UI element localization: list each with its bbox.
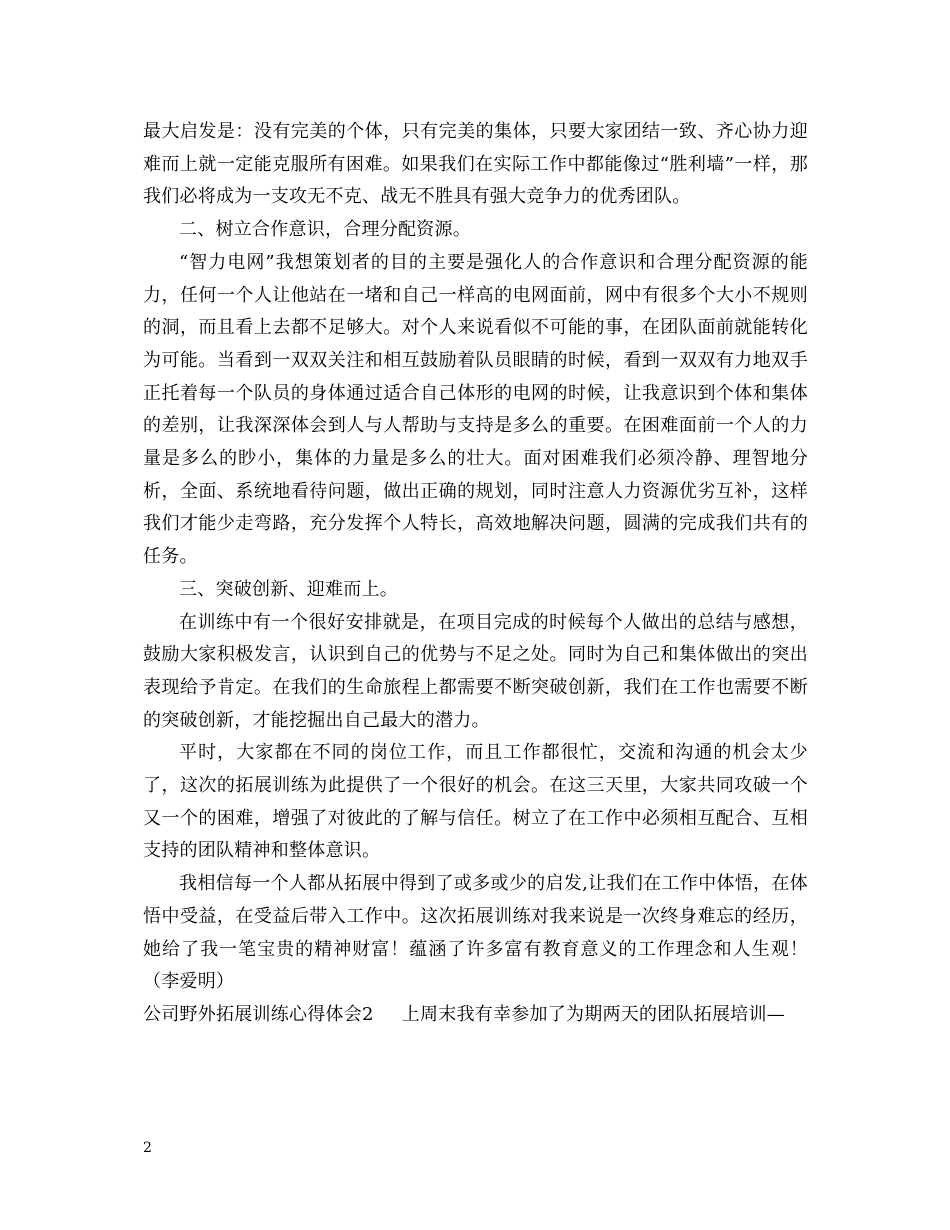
paragraph-conclusion: 最大启发是：没有完美的个体，只有完美的集体，只要大家团结一致、齐心协力迎难而上就一定能克服所有困难。如果我们在实际工作中都能像过“胜利墙”一样，那我们必将成为一支攻无不克、战无不胜具有强大竞争力的优秀团队。 — [143, 121, 808, 208]
next-article-intro: 上周末我有幸参加了为期两天的团队拓展培训— — [401, 1003, 785, 1025]
section-heading-innovation: 三、突破创新、迎难而上。 — [179, 578, 398, 600]
document-body — [143, 116, 808, 1032]
section-heading-cooperation: 二、树立合作意识，合理分配资源。 — [179, 219, 471, 241]
next-article-title: 公司野外拓展训练心得体会2 — [143, 1003, 374, 1025]
paragraph-reflection: 我相信每一个人都从拓展中得到了或多或少的启发,让我们在工作中体悟，在体悟中受益，在受益后带入工作中。这次拓展训练对我来说是一次终身难忘的经历，她给了我一笔宝贵的精神财富！蕴涵了许多富有教育意义的工作理念和人生观！（李爱明） — [143, 873, 808, 993]
paragraph-communication: 平时，大家都在不同的岗位工作，而且工作都很忙，交流和沟通的机会太少了，这次的拓展训练为此提供了一个很好的机会。在这三天里，大家共同攻破一个又一个的困难，增强了对彼此的了解与信任。树立了在工作中必须相互配合、互相支持的团队精神和整体意识。 — [143, 742, 808, 862]
paragraph-power-grid: “智力电网”我想策划者的目的主要是强化人的合作意识和合理分配资源的能力，任何一个人让他站在一堵和自己一样高的电网面前，网中有很多个大小不规则的洞，而且看上去都不足够大。对个人来说看似不可能的事，在团队面前就能转化为可能。当看到一双双关注和相互鼓励着队员眼睛的时候，看到一双双有力地双手正托着每一个队员的身体通过适合自己体形的电网的时候，让我意识到个体和集体的差别，让我深深体会到人与人帮助与支持是多么的重要。在困难面前一个人的力量是多么的眇小，集体的力量是多么的壮大。面对困难我们必须冷静、理智地分析，全面、系统地看待问题，做出正确的规划，同时注意人力资源优劣互补，这样我们才能少走弯路，充分发挥个人特长，高效地解决问题，圆满的完成我们共有的任务。 — [143, 251, 808, 568]
next-article-line — [143, 999, 808, 1032]
paragraph-training-summary: 在训练中有一个很好安排就是，在项目完成的时候每个人做出的总结与感想，鼓励大家积极发言，认识到自己的优势与不足之处。同时为自己和集体做出的突出表现给予肯定。在我们的生命旅程上都需要不断突破创新，我们在工作也需要不断的突破创新，才能挖掘出自己最大的潜力。 — [143, 611, 808, 731]
page-number: 2 — [143, 1140, 152, 1156]
